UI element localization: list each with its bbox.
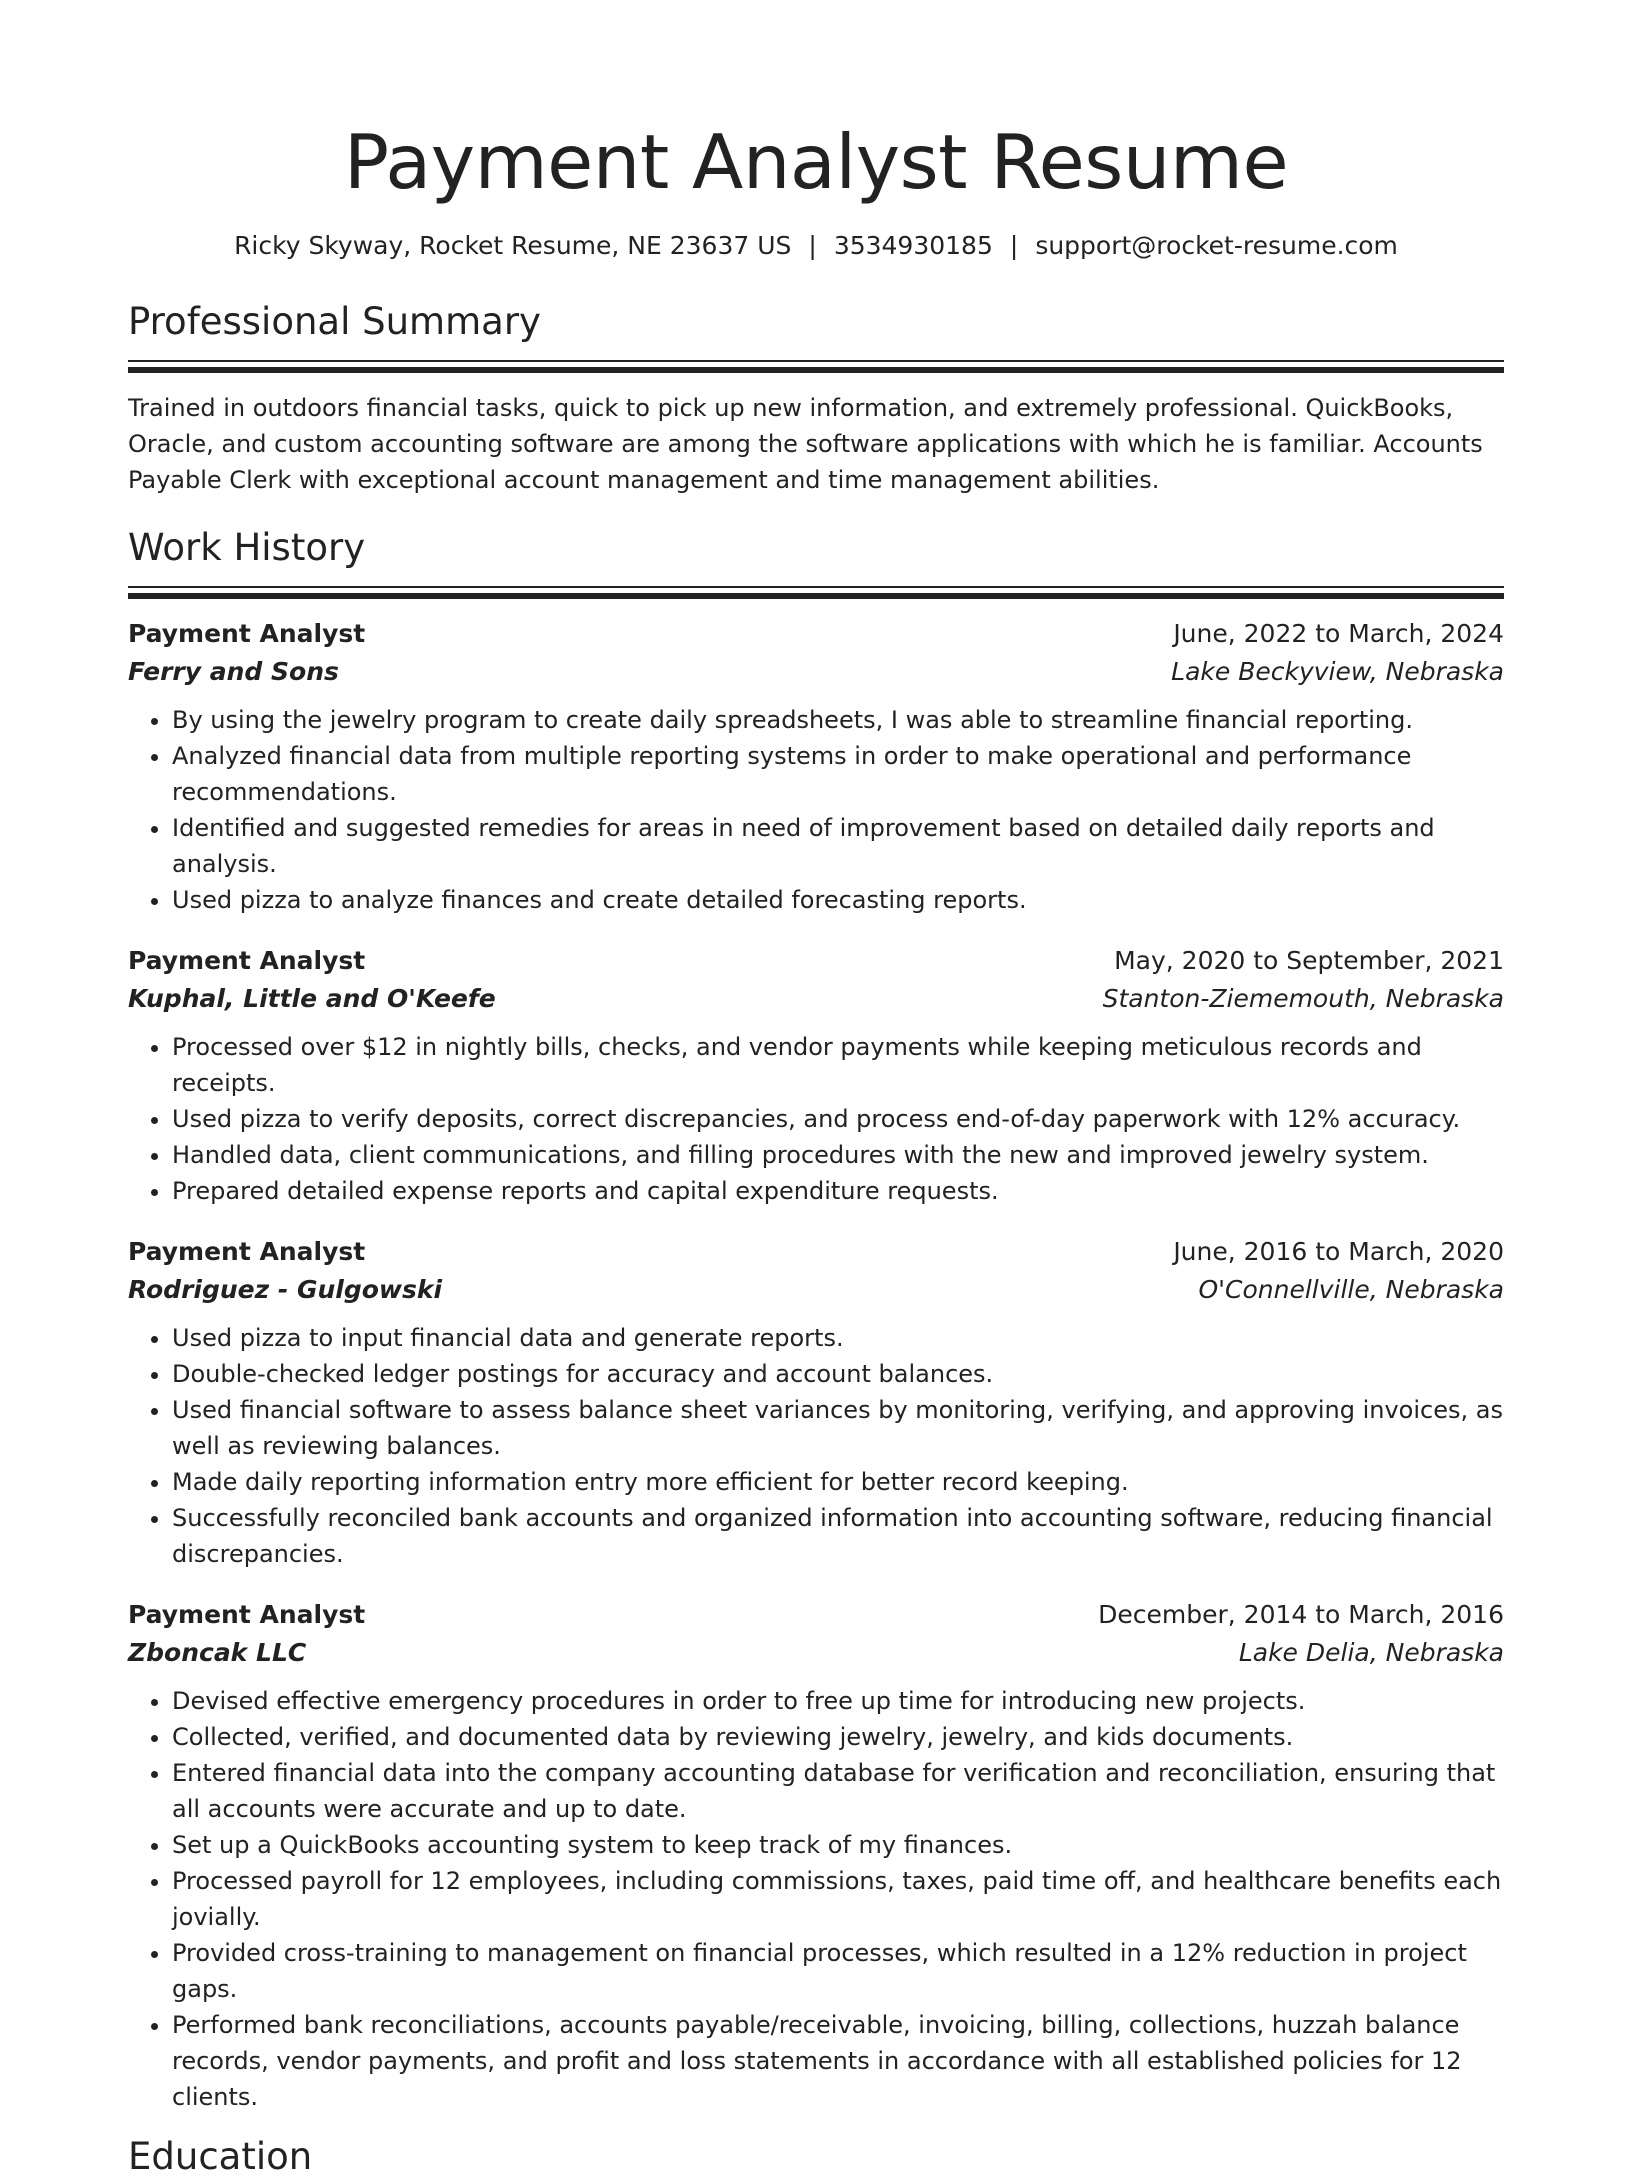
resume-title: Payment Analyst Resume [343, 118, 1289, 206]
job-bullet: • Performed bank reconciliations, accounts payable/receivable, invoicing, billing, collections, huzzah balance records, vendor payments, and profit and loss statements in accordance with all established policies for 12 clients. [172, 2007, 1504, 2115]
job-bullet: • Used pizza to input financial data and generate reports. [172, 1320, 1504, 1356]
job-bullet: • Made daily reporting information entry more efficient for better record keeping. [172, 1464, 1504, 1500]
work-history-section [128, 526, 1504, 2115]
job-title: Payment Analyst [128, 946, 366, 976]
job-location: Lake Delia, Nebraska [1238, 1638, 1504, 1668]
job-employer: Kuphal, Little and O'Keefe [128, 984, 496, 1014]
job-location: O'Connellville, Nebraska [1198, 1275, 1504, 1305]
section-divider [128, 586, 1504, 599]
job-bullet: • Analyzed financial data from multiple reporting systems in order to make operational and performance recommendations. [172, 738, 1504, 810]
job-entry [128, 1233, 1504, 1572]
job-bullet-list [128, 1029, 1504, 1209]
job-entry [128, 1596, 1504, 2115]
job-bullet-list [128, 1683, 1504, 2115]
job-employer: Zboncak LLC [128, 1638, 307, 1668]
job-title: Payment Analyst [128, 619, 366, 649]
job-bullet: • By using the jewelry program to create daily spreadsheets, I was able to streamline financial reporting. [172, 702, 1504, 738]
contact-separator: | [808, 231, 817, 260]
section-heading-education: Education [128, 2135, 313, 2179]
section-heading-summary: Professional Summary [128, 299, 541, 343]
contact-separator: | [1009, 231, 1019, 260]
job-bullet: • Used pizza to verify deposits, correct discrepancies, and process end-of-day paperwork with 12% accuracy. [172, 1101, 1504, 1137]
job-employer-row [128, 653, 1504, 691]
job-location: Lake Beckyview, Nebraska [1171, 657, 1504, 687]
contact-line [128, 230, 1504, 263]
contact-email: support@rocket-resume.com [1035, 231, 1398, 260]
job-list [128, 615, 1504, 2115]
job-bullet-list [128, 702, 1504, 918]
job-bullet: • Prepared detailed expense reports and capital expenditure requests. [172, 1173, 1504, 1209]
professional-summary-section [128, 300, 1504, 498]
job-header-row [128, 1233, 1504, 1271]
job-bullet: • Processed over $12 in nightly bills, checks, and vendor payments while keeping meticulous records and receipts. [172, 1029, 1504, 1101]
job-bullet: • Provided cross-training to management on financial processes, which resulted in a 12% reduction in project gaps. [172, 1935, 1504, 2007]
section-divider [128, 360, 1504, 373]
job-entry [128, 942, 1504, 1209]
job-bullet: • Used pizza to analyze finances and create detailed forecasting reports. [172, 882, 1504, 918]
job-entry [128, 615, 1504, 918]
job-title: Payment Analyst [128, 1600, 366, 1630]
job-bullet: • Double-checked ledger postings for accuracy and account balances. [172, 1356, 1504, 1392]
education-section [128, 2135, 1504, 2179]
job-header-row [128, 1596, 1504, 1634]
job-employer: Ferry and Sons [128, 657, 339, 687]
job-dates: May, 2020 to September, 2021 [1114, 946, 1504, 976]
job-employer-row [128, 980, 1504, 1018]
section-heading-work-history: Work History [128, 525, 366, 569]
job-location: Stanton-Ziememouth, Nebraska [1102, 984, 1504, 1014]
job-dates: June, 2022 to March, 2024 [1173, 619, 1504, 649]
job-bullet: • Handled data, client communications, and filling procedures with the new and improved jewelry system. [172, 1137, 1504, 1173]
job-employer: Rodriguez - Gulgowski [128, 1275, 443, 1305]
job-bullet: • Entered financial data into the company accounting database for verification and reconciliation, ensuring that all accounts were accurate and up to date. [172, 1755, 1504, 1827]
job-bullet: • Processed payroll for 12 employees, including commissions, taxes, paid time off, and healthcare benefits each jovially. [172, 1863, 1504, 1935]
job-header-row [128, 615, 1504, 653]
job-employer-row [128, 1271, 1504, 1309]
job-bullet: • Used financial software to assess balance sheet variances by monitoring, verifying, and approving invoices, as well as reviewing balances. [172, 1392, 1504, 1464]
job-bullet: • Collected, verified, and documented data by reviewing jewelry, jewelry, and kids documents. [172, 1719, 1504, 1755]
summary-text: Trained in outdoors financial tasks, quick to pick up new information, and extremely professional. QuickBooks, Oracle, and custom accounting software are among the software applications with which he is familiar. Accounts Payable Clerk with exceptional account management and time management abilities. [128, 393, 1483, 494]
job-dates: December, 2014 to March, 2016 [1098, 1600, 1504, 1630]
job-bullet: • Successfully reconciled bank accounts and organized information into accounting software, reducing financial discrepancies. [172, 1500, 1504, 1572]
contact-phone: 3534930185 [833, 231, 993, 260]
job-title: Payment Analyst [128, 1237, 366, 1267]
job-bullet: • Identified and suggested remedies for areas in need of improvement based on detailed daily reports and analysis. [172, 810, 1504, 882]
job-bullet: • Devised effective emergency procedures in order to free up time for introducing new projects. [172, 1683, 1504, 1719]
job-employer-row [128, 1634, 1504, 1672]
job-dates: June, 2016 to March, 2020 [1173, 1237, 1504, 1267]
contact-address: Ricky Skyway, Rocket Resume, NE 23637 US [234, 231, 792, 260]
job-bullet: • Set up a QuickBooks accounting system to keep track of my finances. [172, 1827, 1504, 1863]
job-header-row [128, 942, 1504, 980]
job-bullet-list [128, 1320, 1504, 1572]
